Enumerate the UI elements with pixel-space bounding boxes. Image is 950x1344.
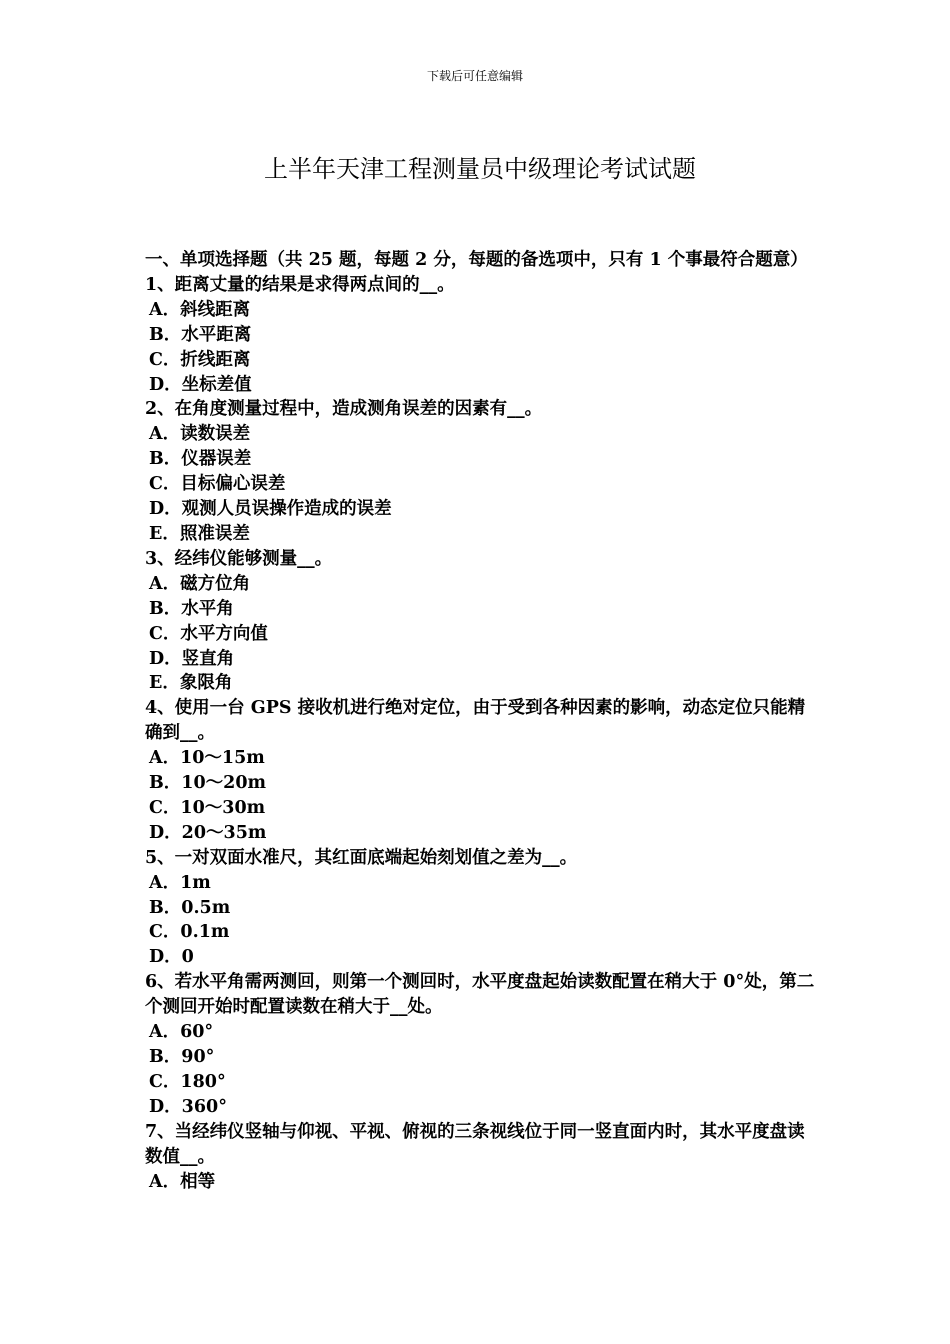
answer-option: A．相等 (149, 1171, 216, 1192)
question-block (145, 397, 815, 546)
question-block (145, 547, 815, 696)
answer-option: D．20～35m (149, 822, 267, 843)
answer-option: B．0.5m (149, 897, 231, 918)
answer-option: B．10～20m (149, 773, 267, 794)
option-list (145, 298, 815, 398)
answer-option: E．照准误差 (149, 523, 250, 544)
option-list (145, 1020, 815, 1120)
question-text: 2、在角度测量过程中，造成测角误差的因素有__。 (145, 399, 543, 420)
question-text: 7、当经纬仪竖轴与仰视、平视、俯视的三条视线位于同一竖直面内时，其水平度盘读数值__。 (145, 1121, 805, 1167)
answer-option: B．水平距离 (149, 324, 252, 345)
answer-option: D．竖直角 (149, 648, 235, 669)
question-text: 3、经纬仪能够测量__。 (145, 548, 333, 569)
question-text: 5、一对双面水准尺，其红面底端起始刻划值之差为__。 (145, 847, 578, 868)
answer-option: B．90° (149, 1047, 215, 1067)
answer-option: A．1m (149, 872, 211, 893)
document-body (145, 248, 815, 1194)
question-text: 4、使用一台 GPS 接收机进行绝对定位，由于受到各种因素的影响，动态定位只能精确到__。 (145, 698, 806, 744)
question-block (145, 846, 815, 971)
answer-option: C．180° (149, 1071, 226, 1092)
answer-option: A．斜线距离 (149, 299, 251, 320)
answer-option: B．水平角 (149, 598, 234, 619)
answer-option: B．仪器误差 (149, 449, 252, 470)
answer-option: A．读数误差 (149, 424, 251, 445)
option-list (145, 572, 815, 697)
option-list (145, 422, 815, 547)
header-note: 下载后可任意编辑 (426, 69, 523, 83)
answer-option: A．10～15m (149, 748, 265, 769)
answer-option: A．磁方位角 (149, 573, 251, 594)
answer-option: C．目标偏心误差 (149, 474, 286, 495)
option-list (145, 871, 815, 971)
document-title: 上半年天津工程测量员中级理论考试试题 (264, 155, 696, 183)
option-list (145, 746, 815, 846)
section-heading: 一、单项选择题（共 25 题，每题 2 分，每题的备选项中，只有 1 个事最符合题意） (145, 250, 808, 270)
question-block (145, 273, 815, 398)
answer-option: E．象限角 (149, 673, 233, 694)
question-block (145, 1120, 815, 1195)
answer-option: D．360° (149, 1096, 227, 1117)
question-text: 6、若水平角需两测回，则第一个测回时，水平度盘起始读数配置在稍大于 0°处，第二个测回开始时配置读数在稍大于__处。 (145, 972, 815, 1018)
answer-option: D．坐标差值 (149, 374, 252, 395)
answer-option: C．10～30m (149, 797, 266, 818)
question-block (145, 696, 815, 845)
question-block (145, 970, 815, 1119)
option-list (145, 1170, 815, 1195)
answer-option: C．折线距离 (149, 349, 251, 370)
answer-option: D．0 (149, 947, 194, 968)
answer-option: C．0.1m (149, 922, 230, 943)
answer-option: C．水平方向值 (149, 623, 268, 644)
answer-option: D．观测人员误操作造成的误差 (149, 499, 392, 520)
question-text: 1、距离丈量的结果是求得两点间的__。 (145, 274, 455, 295)
question-list (145, 273, 815, 1195)
answer-option: A．60° (149, 1022, 214, 1043)
